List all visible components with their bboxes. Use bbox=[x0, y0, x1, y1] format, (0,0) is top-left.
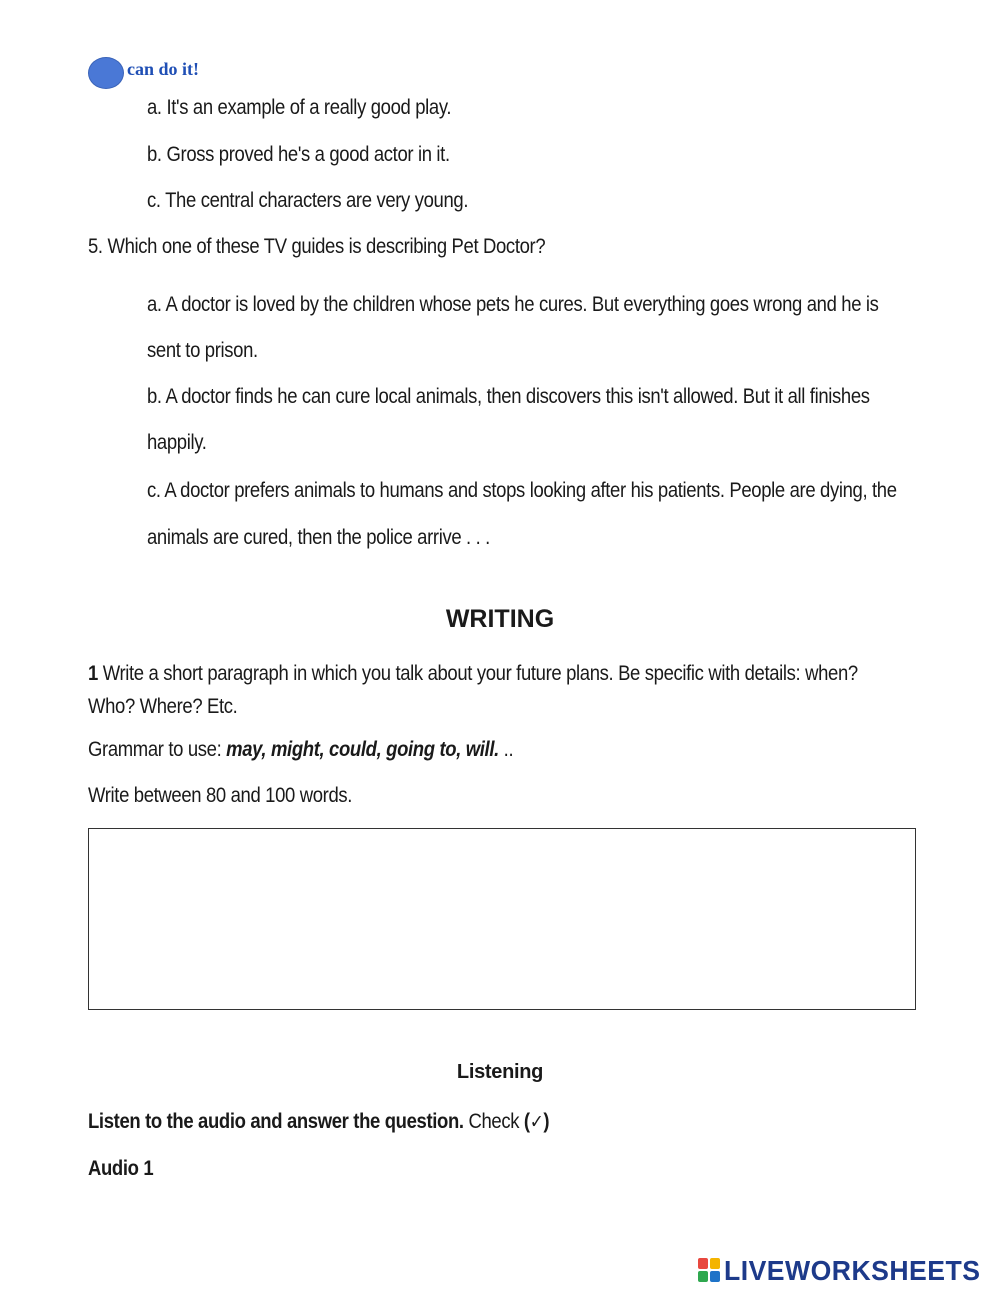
q4-option-b: b. Gross proved he's a good actor in it. bbox=[147, 143, 450, 166]
check-label: Check bbox=[463, 1110, 524, 1133]
writing-instruction bbox=[88, 657, 906, 723]
grammar-words: may, might, could, going to, will. bbox=[226, 738, 499, 761]
writing-instruction-text: Write a short paragraph in which you talk about your future plans. Be specific with details: when? Who? Where? Etc. bbox=[88, 662, 858, 718]
q4-option-c: c. The central characters are very young. bbox=[147, 189, 469, 212]
grammar-tail: .. bbox=[498, 738, 514, 761]
q5-option-a: a. A doctor is loved by the children whose pets he cures. But everything goes wrong and he is sent to prison. bbox=[147, 293, 879, 362]
grammar-label: Grammar to use: bbox=[88, 738, 222, 761]
check-paren-open: ( bbox=[523, 1110, 530, 1133]
header-text: can do it! bbox=[127, 59, 199, 79]
check-paren-close: ) bbox=[543, 1110, 550, 1133]
q5-option-b: b. A doctor finds he can cure local animals, then discovers this isn't allowed. But it all finishes happily. bbox=[147, 385, 870, 454]
writing-title: WRITING bbox=[445, 605, 555, 633]
listening-title: Listening bbox=[456, 1061, 544, 1083]
writing-answer-box[interactable] bbox=[88, 828, 916, 1010]
word-limit: Write between 80 and 100 words. bbox=[88, 784, 353, 807]
q5-option-c: c. A doctor prefers animals to humans and stops looking after his patients. People are dying, the animals are cured, then the police arrive . . . bbox=[147, 479, 897, 549]
logo-text: LIVEWORKSHEETS bbox=[724, 1255, 981, 1286]
logo-blocks-icon bbox=[698, 1258, 720, 1282]
listening-instruction-bold: Listen to the audio and answer the question. bbox=[88, 1110, 464, 1133]
writing-number: 1 bbox=[88, 662, 98, 685]
listening-instruction bbox=[88, 1110, 549, 1134]
smiley-icon bbox=[88, 57, 124, 89]
audio-label: Audio 1 bbox=[88, 1157, 154, 1180]
checkmark-icon: ✓ bbox=[529, 1111, 544, 1133]
q4-option-a: a. It's an example of a really good play. bbox=[147, 96, 452, 119]
q5-question: 5. Which one of these TV guides is describing Pet Doctor? bbox=[88, 235, 546, 258]
grammar-line bbox=[88, 738, 513, 762]
